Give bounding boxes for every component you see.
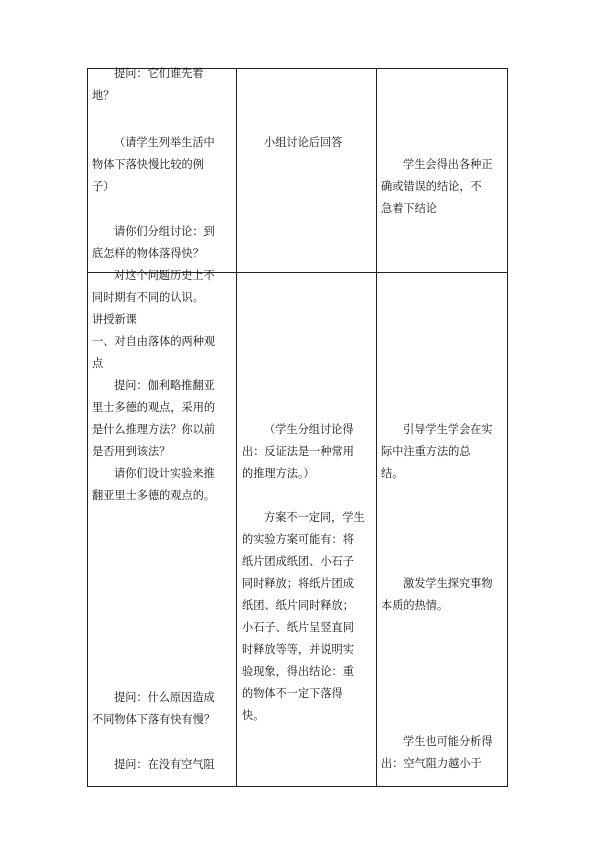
teacher-activity-line: 请你们分组讨论：到 (114, 225, 215, 238)
student-activity-line: （学生分组讨论得 (264, 423, 354, 436)
teacher-activity-line: 一、对自由落体的两种观 (92, 335, 216, 348)
student-activity-line: 的推理方法。） (242, 467, 315, 480)
column-divider-1 (236, 68, 237, 787)
teacher-activity-line: 底怎样的物体落得快？ (92, 247, 204, 260)
table-left-border (87, 68, 88, 787)
teacher-activity-line: 同时期有不同的认识。 (92, 291, 204, 304)
student-activity-line: 的实验方案可能有：将 (242, 533, 354, 546)
teacher-activity-line: 是否用到该法？ (92, 445, 171, 458)
student-activity-line: 时释放等等，并说明实 (242, 643, 354, 656)
design-intent-line: 引导学生学会在实 (403, 423, 493, 436)
student-activity-line: 方案不一定同，学生 (264, 511, 365, 524)
teacher-activity-line: （请学生列举生活中 (114, 136, 215, 149)
teacher-activity-line: 子） (92, 180, 115, 193)
table-right-border (507, 68, 508, 787)
teacher-activity-line: 里士多德的观点，采用的 (92, 401, 216, 414)
design-intent-line: 结。 (381, 467, 404, 480)
teacher-activity-line: 地？ (92, 89, 115, 102)
teacher-activity-line: 提问：它们谁先着 (114, 67, 204, 80)
student-activity-line: 纸片团成纸团、小石子 (242, 555, 354, 568)
design-intent-line: 学生会得出各种正 (403, 158, 493, 171)
design-intent-line: 激发学生探究事物 (403, 577, 493, 590)
teacher-activity-line: 提问：伽利略推翻亚 (114, 379, 215, 392)
teacher-activity-line: 对这个问题历史上不 (114, 269, 215, 282)
design-intent-line: 确或错误的结论，不 (381, 180, 482, 193)
teacher-activity-line: 翻亚里士多德的观点的。 (92, 489, 216, 502)
teacher-activity-line: 请你们设计实验来推 (114, 467, 215, 480)
student-activity-line: 同时释放；将纸片团成 (242, 577, 354, 590)
design-intent-line: 际中注重方法的总 (381, 445, 471, 458)
design-intent-line: 本质的热情。 (381, 599, 449, 612)
student-activity-line: 的物体不一定下落得 (242, 687, 343, 700)
teacher-activity-line: 讲授新课 (92, 313, 137, 326)
student-activity-line: 快。 (242, 709, 265, 722)
design-intent-line: 学生也可能分析得 (403, 735, 493, 748)
student-activity-line: 出：反证法是一种常用 (242, 445, 354, 458)
teacher-activity-line: 点 (92, 357, 104, 370)
teacher-activity-line: 提问：在没有空气阻 (114, 758, 215, 771)
student-activity-line: 小石子、纸片呈竖直同 (242, 621, 354, 634)
teacher-activity-line: 提问：什么原因造成 (114, 691, 215, 704)
design-intent-line: 急着下结论 (381, 202, 437, 215)
design-intent-line: 出：空气阻力越小于 (381, 757, 482, 770)
teacher-activity-line: 是什么推理方法？你以前 (92, 423, 216, 436)
table-bottom-border (87, 786, 508, 787)
teacher-activity-line: 不同物体下落有快有慢？ (92, 713, 216, 726)
student-activity-line: 验现象，得出结论：重 (242, 665, 354, 678)
column-divider-2 (376, 68, 377, 787)
teacher-activity-line: 物体下落快慢比较的例 (92, 158, 204, 171)
student-activity-line: 小组讨论后回答 (264, 136, 343, 149)
student-activity-line: 纸团、纸片同时释放； (242, 599, 354, 612)
